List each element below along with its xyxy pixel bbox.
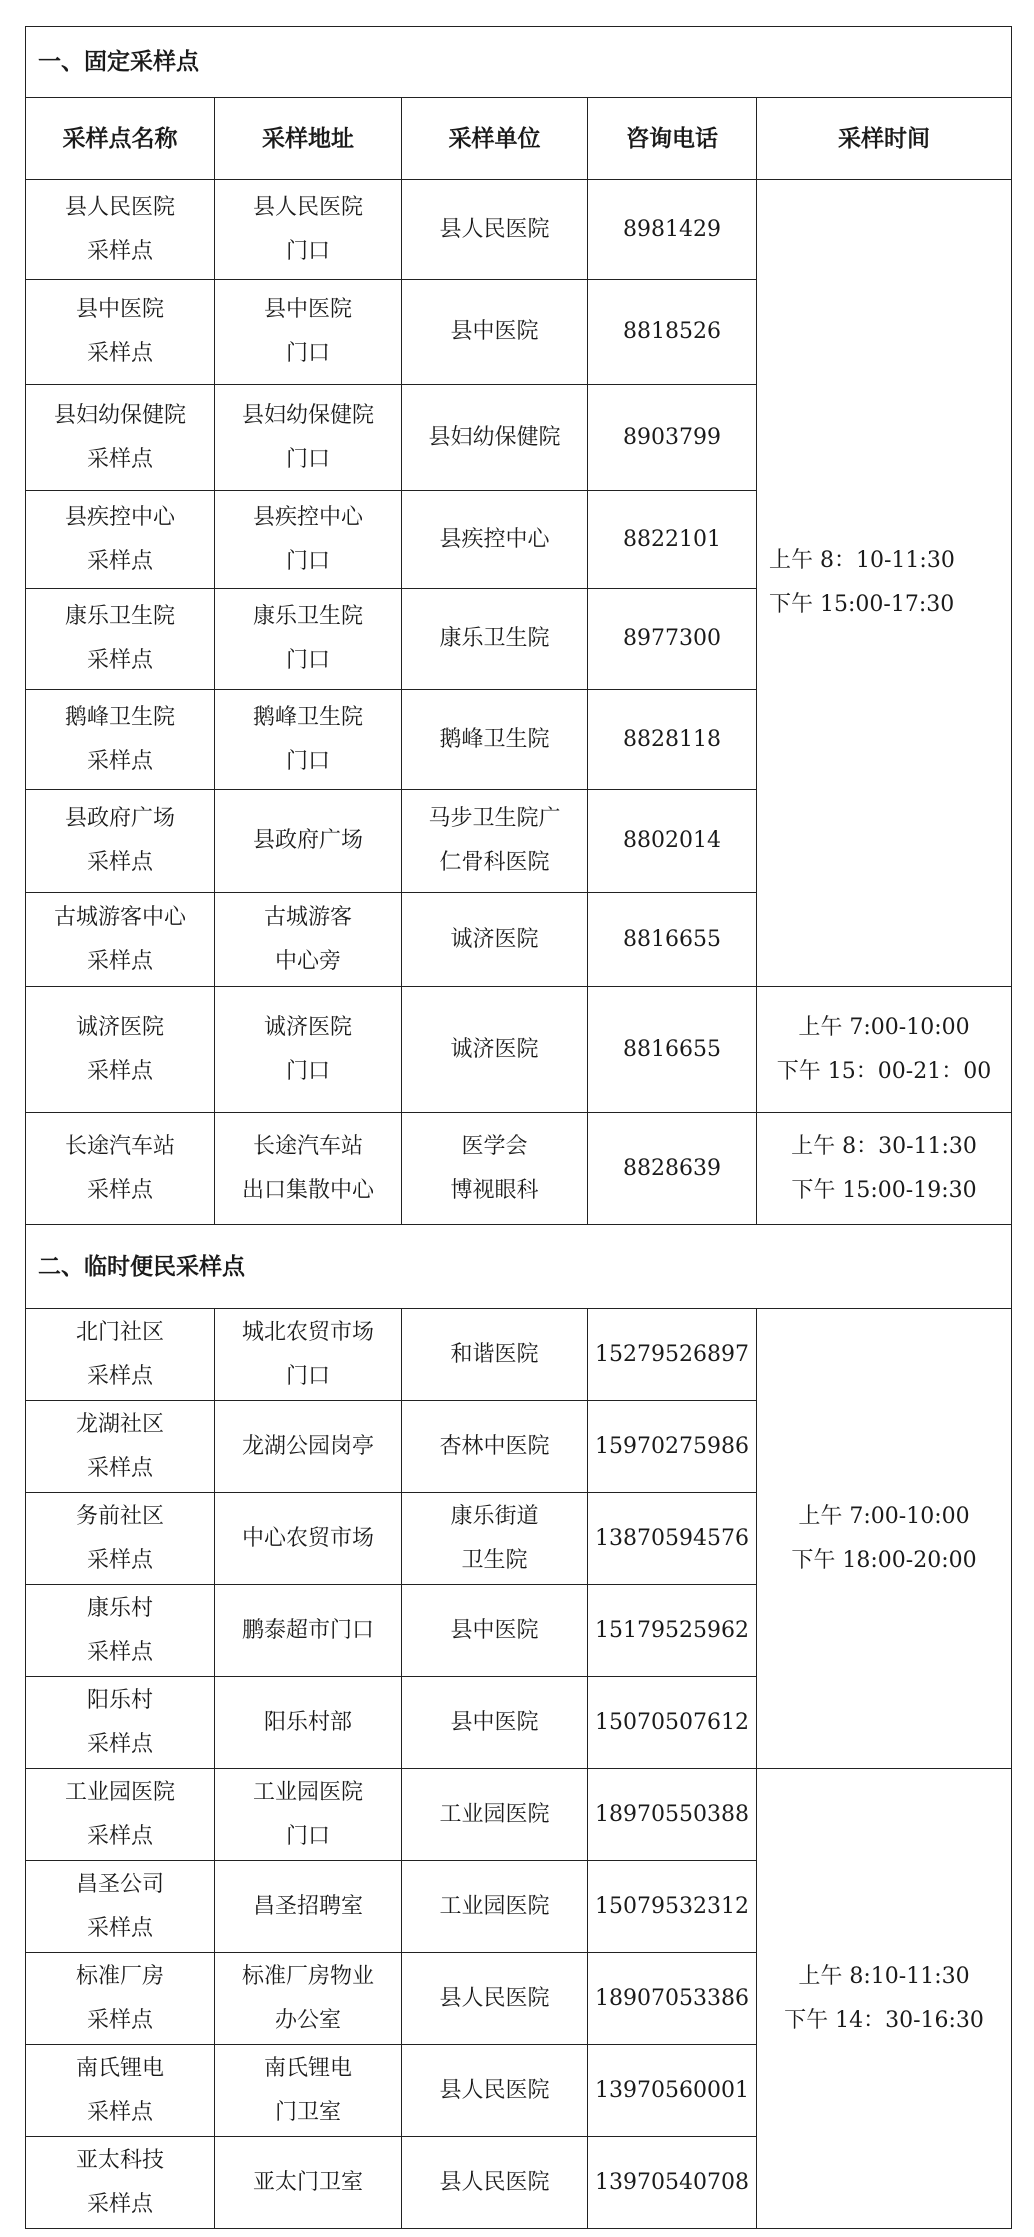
- site-phone: 8816655: [588, 987, 757, 1113]
- site-phone: 18970550388: [588, 1769, 757, 1861]
- header-name: 采样点名称: [26, 98, 215, 180]
- site-time: 上午 7:00-10:00 下午 18:00-20:00: [757, 1309, 1012, 1769]
- header-unit: 采样单位: [402, 98, 588, 180]
- site-unit: 工业园医院: [402, 1861, 588, 1953]
- site-unit: 诚济医院: [402, 987, 588, 1113]
- site-unit: 县中医院: [402, 1585, 588, 1677]
- site-unit: 县人民医院: [402, 180, 588, 280]
- site-name: 务前社区 采样点: [26, 1493, 215, 1585]
- site-address: 昌圣招聘室: [215, 1861, 402, 1953]
- table-row: [26, 1113, 1012, 1225]
- site-phone: 13870594576: [588, 1493, 757, 1585]
- site-name: 阳乐村 采样点: [26, 1677, 215, 1769]
- site-unit: 诚济医院: [402, 893, 588, 987]
- site-address: 康乐卫生院 门口: [215, 589, 402, 690]
- site-phone: 8816655: [588, 893, 757, 987]
- site-time: 上午 8：10-11:30 下午 15:00-17:30: [757, 180, 1012, 987]
- sampling-sites-document: [25, 26, 1011, 2229]
- site-unit: 和谐医院: [402, 1309, 588, 1401]
- site-phone: 8822101: [588, 491, 757, 589]
- site-address: 长途汽车站 出口集散中心: [215, 1113, 402, 1225]
- section-temp-row: [26, 1225, 1012, 1309]
- site-unit: 县疾控中心: [402, 491, 588, 589]
- site-address: 龙湖公园岗亭: [215, 1401, 402, 1493]
- site-address: 县妇幼保健院 门口: [215, 385, 402, 491]
- site-address: 南氏锂电 门卫室: [215, 2045, 402, 2137]
- section-fixed-row: [26, 27, 1012, 98]
- site-time: 上午 7:00-10:00 下午 15：00-21：00: [757, 987, 1012, 1113]
- site-unit: 县人民医院: [402, 2137, 588, 2229]
- site-phone: 15079532312: [588, 1861, 757, 1953]
- site-phone: 8903799: [588, 385, 757, 491]
- site-name: 南氏锂电 采样点: [26, 2045, 215, 2137]
- site-unit: 康乐卫生院: [402, 589, 588, 690]
- site-time: 上午 8:10-11:30 下午 14：30-16:30: [757, 1769, 1012, 2229]
- site-address: 中心农贸市场: [215, 1493, 402, 1585]
- site-name: 古城游客中心 采样点: [26, 893, 215, 987]
- site-unit: 工业园医院: [402, 1769, 588, 1861]
- site-unit: 鹅峰卫生院: [402, 690, 588, 790]
- site-unit: 县人民医院: [402, 2045, 588, 2137]
- site-address: 标准厂房物业 办公室: [215, 1953, 402, 2045]
- site-name: 县疾控中心 采样点: [26, 491, 215, 589]
- header-time: 采样时间: [757, 98, 1012, 180]
- site-name: 鹅峰卫生院 采样点: [26, 690, 215, 790]
- site-unit: 康乐街道 卫生院: [402, 1493, 588, 1585]
- site-name: 康乐村 采样点: [26, 1585, 215, 1677]
- site-unit: 马步卫生院广 仁骨科医院: [402, 790, 588, 893]
- header-row: [26, 98, 1012, 180]
- site-address: 县中医院 门口: [215, 280, 402, 385]
- site-address: 鹏泰超市门口: [215, 1585, 402, 1677]
- site-phone: 8981429: [588, 180, 757, 280]
- site-address: 古城游客 中心旁: [215, 893, 402, 987]
- site-phone: 8977300: [588, 589, 757, 690]
- site-unit: 县中医院: [402, 1677, 588, 1769]
- site-unit: 医学会 博视眼科: [402, 1113, 588, 1225]
- site-phone: 15070507612: [588, 1677, 757, 1769]
- site-name: 长途汽车站 采样点: [26, 1113, 215, 1225]
- site-name: 亚太科技 采样点: [26, 2137, 215, 2229]
- site-address: 城北农贸市场 门口: [215, 1309, 402, 1401]
- header-phone: 咨询电话: [588, 98, 757, 180]
- site-phone: 15279526897: [588, 1309, 757, 1401]
- site-name: 县妇幼保健院 采样点: [26, 385, 215, 491]
- site-phone: 8802014: [588, 790, 757, 893]
- header-address: 采样地址: [215, 98, 402, 180]
- site-phone: 15179525962: [588, 1585, 757, 1677]
- site-unit: 县中医院: [402, 280, 588, 385]
- table-row: [26, 180, 1012, 280]
- table-row: [26, 1769, 1012, 1861]
- site-phone: 8828118: [588, 690, 757, 790]
- site-phone: 15970275986: [588, 1401, 757, 1493]
- section-title-temp: 二、临时便民采样点: [26, 1225, 1012, 1309]
- site-phone: 13970540708: [588, 2137, 757, 2229]
- site-address: 工业园医院 门口: [215, 1769, 402, 1861]
- site-name: 北门社区 采样点: [26, 1309, 215, 1401]
- site-name: 康乐卫生院 采样点: [26, 589, 215, 690]
- site-phone: 8818526: [588, 280, 757, 385]
- site-phone: 8828639: [588, 1113, 757, 1225]
- table-row: [26, 987, 1012, 1113]
- site-name: 昌圣公司 采样点: [26, 1861, 215, 1953]
- section-title-fixed: 一、固定采样点: [26, 27, 1012, 98]
- site-unit: 杏林中医院: [402, 1401, 588, 1493]
- site-address: 县人民医院 门口: [215, 180, 402, 280]
- site-address: 县政府广场: [215, 790, 402, 893]
- site-name: 县中医院 采样点: [26, 280, 215, 385]
- site-phone: 13970560001: [588, 2045, 757, 2137]
- site-name: 诚济医院 采样点: [26, 987, 215, 1113]
- site-address: 诚济医院 门口: [215, 987, 402, 1113]
- site-name: 县人民医院 采样点: [26, 180, 215, 280]
- site-address: 阳乐村部: [215, 1677, 402, 1769]
- table-row: [26, 1309, 1012, 1401]
- site-unit: 县妇幼保健院: [402, 385, 588, 491]
- site-address: 鹅峰卫生院 门口: [215, 690, 402, 790]
- site-phone: 18907053386: [588, 1953, 757, 2045]
- site-name: 龙湖社区 采样点: [26, 1401, 215, 1493]
- site-name: 县政府广场 采样点: [26, 790, 215, 893]
- site-address: 县疾控中心 门口: [215, 491, 402, 589]
- site-time: 上午 8：30-11:30 下午 15:00-19:30: [757, 1113, 1012, 1225]
- site-name: 工业园医院 采样点: [26, 1769, 215, 1861]
- site-name: 标准厂房 采样点: [26, 1953, 215, 2045]
- site-address: 亚太门卫室: [215, 2137, 402, 2229]
- site-unit: 县人民医院: [402, 1953, 588, 2045]
- sampling-sites-table: [25, 26, 1012, 2229]
